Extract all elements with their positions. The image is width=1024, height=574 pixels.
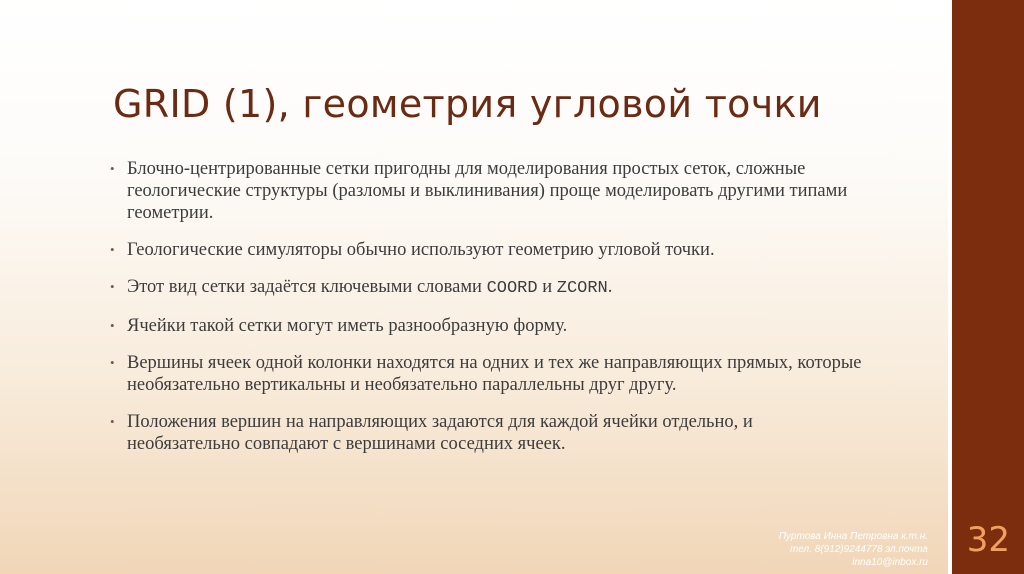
slide-title: GRID (1), геометрия угловой точки (113, 82, 822, 126)
keyword-coord: COORD (486, 279, 538, 298)
bullet-text-mid: и (537, 277, 557, 297)
bullet-list (110, 158, 870, 470)
bullet-dot: • (110, 161, 115, 176)
keyword-zcorn: ZCORN (556, 279, 608, 298)
bullet-dot: • (110, 414, 115, 429)
footer-email: inna10@inbox.ru (852, 557, 928, 568)
bullet-item (110, 352, 870, 396)
bullet-text: Ячейки такой сетки могут иметь разнообразную форму. (127, 316, 568, 336)
bullet-item (110, 276, 870, 300)
slide-number: 32 (966, 520, 1010, 560)
bullet-text: Блочно-центрированные сетки пригодны для моделирования простых сеток, сложные геологические структуры (разломы и выклинивания) проще моделировать другими типами геометрии. (127, 159, 848, 223)
bullet-text: Положения вершин на направляющих задаются для каждой ячейки отдельно, и необязательно совпадают с вершинами соседних ячеек. (127, 412, 753, 454)
bullet-text-before: Этот вид сетки задаётся ключевыми словами (127, 277, 487, 297)
side-accent-band (952, 0, 1024, 574)
bullet-item (110, 411, 870, 455)
bullet-item (110, 239, 870, 261)
bullet-dot: • (110, 279, 115, 294)
bullet-dot: • (110, 355, 115, 370)
bullet-item (110, 158, 870, 224)
bullet-text: Геологические симуляторы обычно используют геометрию угловой точки. (127, 240, 715, 260)
bullet-dot: • (110, 318, 115, 333)
bullet-text-after: . (607, 277, 613, 297)
bullet-dot: • (110, 242, 115, 257)
footer-phone: тел. 8(912)9244778 эл.почта (789, 544, 928, 555)
author-footer (779, 530, 928, 569)
bullet-item (110, 315, 870, 337)
footer-author: Пуртова Инна Петровна к.т.н. (778, 531, 928, 542)
bullet-text: Вершины ячеек одной колонки находятся на одних и тех же направляющих прямых, которые необязательно вертикальны и необязательно параллельны друг другу. (127, 353, 862, 395)
